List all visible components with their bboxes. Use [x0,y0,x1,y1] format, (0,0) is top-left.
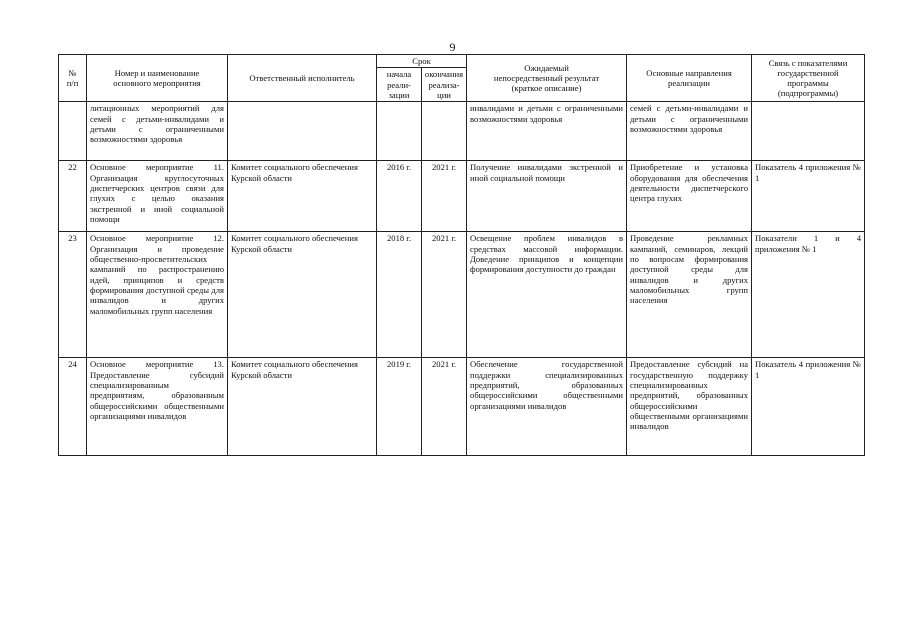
header-result: Ожидаемый непосредственный результат (краткое описание) [467,55,627,102]
row-num: 24 [59,358,87,456]
table-row [59,161,865,232]
header-num: № п/п [59,55,87,102]
table-row [59,358,865,456]
row-directions: Предоставление субсидий на государственную поддержку специализированных предприятий, образованных общероссийскими общественными организациями инвалидов [627,358,752,456]
row-measure: Основное мероприятие 12. Организация и проведение общественно-просветительских кампаний по распространению идей, принципов и средств формирования доступной среды для инвалидов и других маломобильных групп населения [87,232,228,358]
row-measure: литационных мероприятий для семей с детьми-инвалидами и детьми с ограниченными возможностями здоровья [87,102,228,161]
row-start [377,102,422,161]
row-executor: Комитет социального обеспечения Курской области [228,358,377,456]
row-start: 2018 г. [377,232,422,358]
row-result: Обеспечение государственной поддержки специализированных предприятий, образованных общероссийскими общественными организациями инвалидов [467,358,627,456]
row-measure: Основное мероприятие 11. Организация круглосуточных диспетчерских центров связи для глухих с целью оказания экстренной и иной социальной помощи [87,161,228,232]
row-directions: Проведение рекламных кампаний, семинаров, лекций по вопросам формирования доступной среды для инвалидов и других маломобильных групп населения [627,232,752,358]
row-end [422,102,467,161]
row-num: 22 [59,161,87,232]
row-link: Показатель 4 приложения № 1 [752,358,865,456]
header-term-end: окончания реализа- ции [422,68,467,102]
row-num [59,102,87,161]
row-result: Освещение проблем инвалидов в средствах массовой информации. Доведение принципов и концепции формирования доступности до граждан [467,232,627,358]
table-row [59,232,865,358]
row-executor [228,102,377,161]
row-result: инвалидами и детьми с ограниченными возможностями здоровья [467,102,627,161]
row-result: Получение инвалидами экстренной и иной социальной помощи [467,161,627,232]
row-link: Показатели 1 и 4 приложения № 1 [752,232,865,358]
row-measure: Основное мероприятие 13. Предоставление субсидий специализированным предприятиям, образованным общероссийскими общественными организациями инвалидов [87,358,228,456]
row-end: 2021 г. [422,358,467,456]
page-number: 9 [449,40,456,54]
row-end: 2021 г. [422,161,467,232]
row-start: 2019 г. [377,358,422,456]
row-directions: семей с детьми-инвалидами и детьми с ограниченными возможностями здоровья [627,102,752,161]
row-directions: Приобретение и установка оборудования для обеспечения деятельности диспетчерского центра глухих [627,161,752,232]
table-row [59,102,865,161]
header-directions: Основные направления реализации [627,55,752,102]
row-executor: Комитет социального обеспечения Курской области [228,161,377,232]
row-num: 23 [59,232,87,358]
header-term-start: начала реали- зации [377,68,422,102]
row-link [752,102,865,161]
header-executor: Ответственный исполнитель [228,55,377,102]
header-measure: Номер и наименование основного мероприятия [87,55,228,102]
row-link: Показатель 4 приложения № 1 [752,161,865,232]
header-term: Срок [377,55,467,68]
row-start: 2016 г. [377,161,422,232]
header-link: Связь с показателями государственной программы (подпрограммы) [752,55,865,102]
row-end: 2021 г. [422,232,467,358]
row-executor: Комитет социального обеспечения Курской области [228,232,377,358]
measures-table [58,54,865,456]
